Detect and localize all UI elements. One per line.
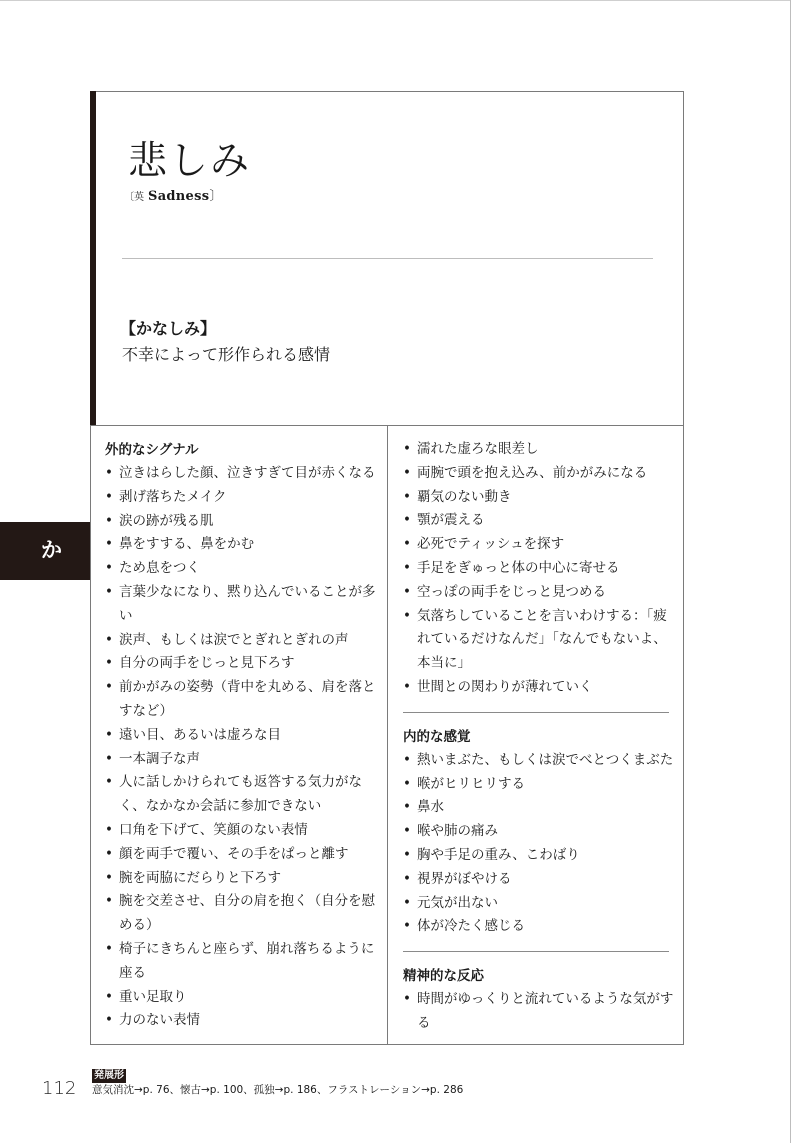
entry-definition: 不幸によって形作られる感情 — [122, 345, 331, 364]
list-item: • 喉や肺の痛み — [403, 820, 678, 844]
list-item: • 必死でティッシュを探す — [403, 533, 678, 557]
list-item: • 鼻をすする、鼻をかむ — [105, 533, 380, 557]
list-item: • 遠い目、あるいは虚ろな目 — [105, 724, 380, 748]
list-item: • 胸や手足の重み、こわばり — [403, 844, 678, 868]
development-label: 発展形 — [94, 1070, 124, 1081]
external-signals-continued-list — [403, 438, 678, 700]
header-accent-bar — [90, 91, 96, 425]
english-suffix: 〕 — [209, 189, 223, 204]
section-divider — [403, 951, 669, 952]
internal-sensations-list — [403, 749, 678, 939]
list-item: • 重い足取り — [105, 986, 380, 1010]
list-item: • 体が冷たく感じる — [403, 915, 678, 939]
left-column — [105, 438, 380, 1033]
list-item: • 熱いまぶた、もしくは涙でべとつくまぶた — [403, 749, 678, 773]
mental-responses-list — [403, 988, 678, 1036]
list-item: • 気落ちしていることを言いわけする：「疲れているだけなんだ」「なんでもないよ、本当に」 — [403, 605, 678, 676]
section-heading-mental: 精神的な反応 — [403, 968, 484, 985]
list-item: • 言葉少なになり、黙り込んでいることが多い — [105, 581, 380, 629]
page-edge — [0, 0, 790, 1]
index-tab-label: か — [41, 538, 62, 562]
list-item: • 剥げ落ちたメイク — [105, 486, 380, 510]
list-item: • 口角を下げて、笑顔のない表情 — [105, 819, 380, 843]
list-item: • 鼻水 — [403, 796, 678, 820]
list-item: • 世間との関わりが薄れていく — [403, 676, 678, 700]
list-item: • 前かがみの姿勢（背中を丸める、肩を落とすなど） — [105, 676, 380, 724]
list-item: • 腕を交差させ、自分の肩を抱く（自分を慰める） — [105, 890, 380, 938]
title-divider — [122, 258, 653, 259]
entry-title: 悲しみ — [128, 139, 252, 184]
list-item: • 視界がぼやける — [403, 868, 678, 892]
list-item: • 椅子にきちんと座らず、崩れ落ちるように座る — [105, 938, 380, 986]
card-divider-vertical — [387, 425, 388, 1045]
list-item: • 元気が出ない — [403, 892, 678, 916]
page-number: 112 — [42, 1078, 77, 1099]
page-edge — [790, 0, 791, 1143]
list-item: • 両腕で頭を抱え込み、前かがみになる — [403, 462, 678, 486]
list-item: • 顎が震える — [403, 509, 678, 533]
list-item: • 空っぽの両手をじっと見つめる — [403, 581, 678, 605]
section-divider — [403, 712, 669, 713]
list-item: • 人に話しかけられても返答する気力がなく、なかなか会話に参加できない — [105, 771, 380, 819]
list-item: • ため息をつく — [105, 557, 380, 581]
list-item: • 手足をぎゅっと体の中心に寄せる — [403, 557, 678, 581]
section-heading-internal: 内的な感覚 — [403, 728, 471, 745]
list-item: • 顔を両手で覆い、その手をぱっと離す — [105, 843, 380, 867]
list-item: • 泣きはらした顔、泣きすぎて目が赤くなる — [105, 462, 380, 486]
list-item: • 喉がヒリヒリする — [403, 773, 678, 797]
list-item: • 一本調子な声 — [105, 748, 380, 772]
external-signals-list — [105, 462, 380, 1033]
list-item: • 濡れた虚ろな眼差し — [403, 438, 678, 462]
section-heading-external: 外的なシグナル — [105, 442, 199, 458]
english-word: Sadness — [148, 189, 210, 204]
list-item: • 自分の両手をじっと見下ろす — [105, 652, 380, 676]
list-item: • 腕を両脇にだらりと下ろす — [105, 867, 380, 891]
list-item: • 覇気のない動き — [403, 486, 678, 510]
list-item: • 時間がゆっくりと流れているような気がする — [403, 988, 678, 1036]
list-item: • 涙の跡が残る肌 — [105, 510, 380, 534]
english-prefix: 〔英 — [124, 192, 144, 203]
right-column — [403, 438, 678, 1036]
list-item: • 涙声、もしくは涙でとぎれとぎれの声 — [105, 629, 380, 653]
english-translation — [124, 188, 222, 207]
development-links: 意気消沈→p. 76、懐古→p. 100、孤独→p. 186、フラストレーション→p. 286 — [92, 1084, 464, 1096]
index-tab — [0, 522, 90, 580]
entry-reading: 【かなしみ】 — [120, 319, 217, 338]
list-item: • 力のない表情 — [105, 1009, 380, 1033]
